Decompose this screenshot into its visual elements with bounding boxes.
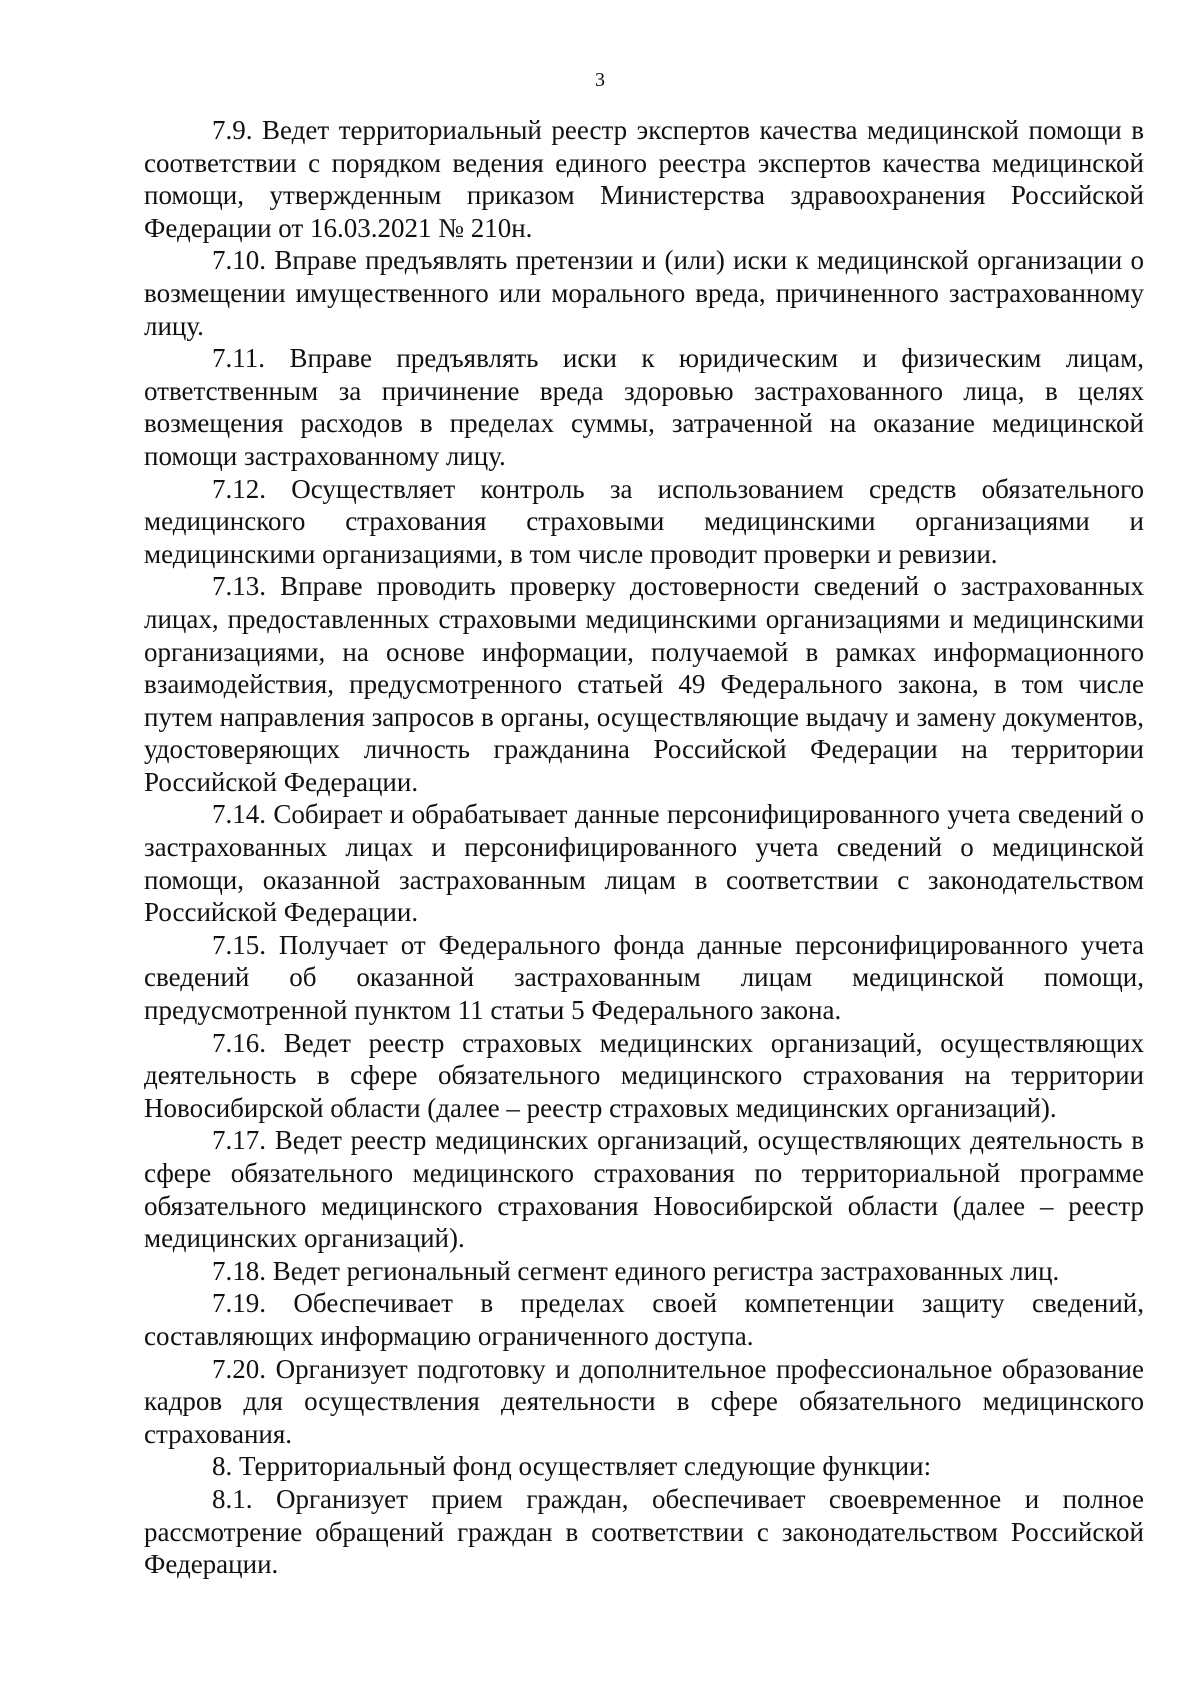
paragraph-8-1: 8.1. Организует прием граждан, обеспечивает своевременное и полное рассмотрение обращений граждан в соответствии с законодательством Российской Федерации. (144, 1483, 1144, 1580)
paragraph-7-11: 7.11. Вправе предъявлять иски к юридическим и физическим лицам, ответственным за причинение вреда здоровью застрахованного лица, в целях возмещения расходов в пределах суммы, затраченной на оказание медицинской помощи застрахованному лицу. (144, 343, 1144, 471)
document-body (144, 114, 1144, 1581)
paragraph-7-13: 7.13. Вправе проводить проверку достоверности сведений о застрахованных лицах, предоставленных страховыми медицинскими организациями и медицинскими организациями, на основе информации, получаемой в рамках информационного взаимодействия, предусмотренного статьей 49 Федерального закона, в том числе путем направления запросов в органы, осуществляющие выдачу и замену документов, удостоверяющих личность гражданина Российской Федерации на территории Российской Федерации. (144, 571, 1144, 797)
paragraph-8: 8. Территориальный фонд осуществляет следующие функции: (212, 1451, 932, 1482)
paragraph-7-17: 7.17. Ведет реестр медицинских организаций, осуществляющих деятельность в сфере обязательного медицинского страхования по территориальной программе обязательного медицинского страхования Новосибирской области (далее – реестр медицинских организаций). (144, 1125, 1144, 1254)
paragraph-7-18: 7.18. Ведет региональный сегмент единого регистра застрахованных лиц. (212, 1255, 1060, 1286)
paragraph-7-14: 7.14. Собирает и обрабатывает данные персонифицированного учета сведений о застрахованных лицах и персонифицированного учета сведений о медицинской помощи, оказанной застрахованным лицам в соответствии с законодательством Российской Федерации. (144, 799, 1144, 928)
paragraph-7-16: 7.16. Ведет реестр страховых медицинских организаций, осуществляющих деятельность в сфере обязательного медицинского страхования на территории Новосибирской области (далее – реестр страховых медицинских организаций). (144, 1027, 1144, 1123)
paragraph-7-20: 7.20. Организует подготовку и дополнительное профессиональное образование кадров для осуществления деятельности в сфере обязательного медицинского страхования. (144, 1353, 1144, 1449)
paragraph-7-10: 7.10. Вправе предъявлять претензии и (или) иски к медицинской организации о возмещении имущественного или морального вреда, причиненного застрахованному лицу. (144, 245, 1144, 341)
paragraph-7-19: 7.19. Обеспечивает в пределах своей компетенции защиту сведений, составляющих информацию ограниченного доступа. (144, 1288, 1144, 1351)
paragraph-7-9: 7.9. Ведет территориальный реестр экспертов качества медицинской помощи в соответствии с порядком ведения единого реестра экспертов качества медицинской помощи, утвержденным приказом Министерства здравоохранения Российской Федерации от 16.03.2021 № 210н. (144, 115, 1144, 243)
paragraph-7-15: 7.15. Получает от Федерального фонда данные персонифицированного учета сведений об оказанной застрахованным лицам медицинской помощи, предусмотренной пунктом 11 статьи 5 Федерального закона. (144, 929, 1144, 1026)
paragraph-7-12: 7.12. Осуществляет контроль за использованием средств обязательного медицинского страхования страховыми медицинскими организациями и медицинскими организациями, в том числе проводит проверки и ревизии. (144, 473, 1144, 569)
page-number: 3 (595, 69, 605, 91)
